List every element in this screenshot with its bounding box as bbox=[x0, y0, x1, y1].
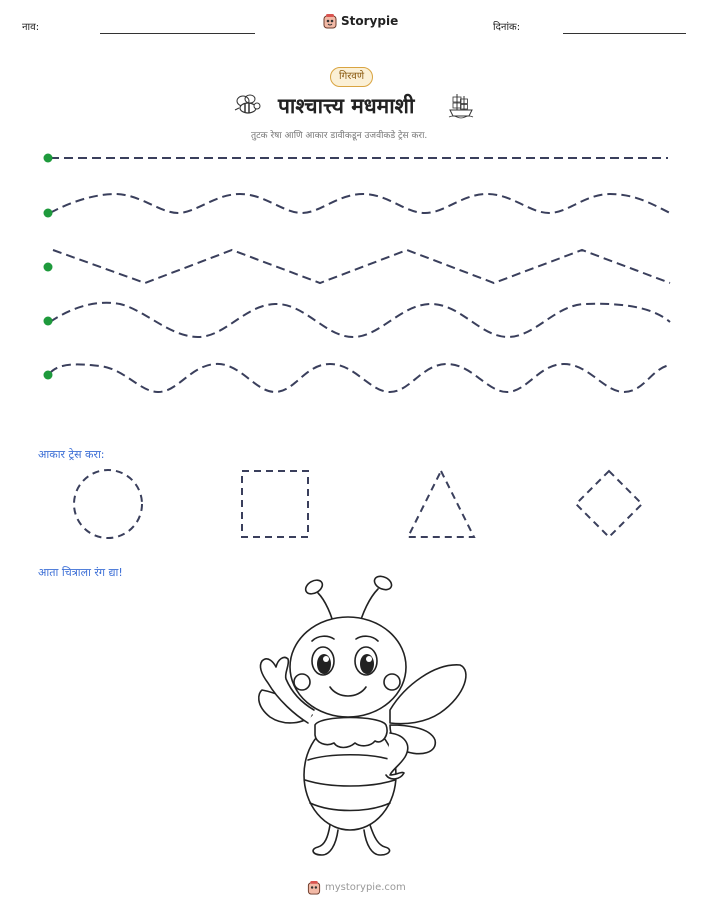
start-dot bbox=[44, 209, 53, 218]
name-label: नाव: bbox=[22, 22, 40, 33]
tracing-line-wave[interactable] bbox=[50, 303, 670, 337]
storypie-mascot-icon bbox=[307, 880, 321, 895]
bee-coloring-illustration[interactable] bbox=[240, 575, 470, 855]
brand-name: Storypie bbox=[341, 14, 399, 28]
start-dot bbox=[44, 371, 53, 380]
shapes-section-label: आकार ट्रेस करा: bbox=[38, 448, 105, 461]
date-label: दिनांक: bbox=[493, 22, 521, 33]
tracing-line-gentle-wave[interactable] bbox=[50, 194, 670, 213]
coloring-section-label: आता चित्राला रंग द्या! bbox=[38, 566, 123, 579]
footer-site[interactable]: mystorypie.com bbox=[325, 882, 406, 893]
start-dot bbox=[44, 263, 53, 272]
start-dot bbox=[44, 317, 53, 326]
category-badge: गिरवणे bbox=[330, 67, 373, 87]
start-dot bbox=[44, 154, 53, 163]
trace-shape-triangle[interactable] bbox=[408, 471, 474, 537]
page-title: पाश्चात्त्य मधमाशी bbox=[278, 94, 415, 118]
trace-shape-circle[interactable] bbox=[74, 470, 142, 538]
instruction-text: तुटक रेषा आणि आकार डावीकडून उजवीकडे ट्रेस करा. bbox=[251, 131, 428, 141]
tracing-line-zigzag[interactable] bbox=[53, 250, 670, 283]
footer-brand bbox=[307, 880, 406, 895]
tracing-lines bbox=[0, 0, 709, 420]
trace-shapes bbox=[0, 460, 709, 550]
trace-shape-diamond[interactable] bbox=[576, 471, 642, 537]
tracing-line-deep-wave[interactable] bbox=[50, 364, 670, 392]
trace-shape-square[interactable] bbox=[242, 471, 308, 537]
